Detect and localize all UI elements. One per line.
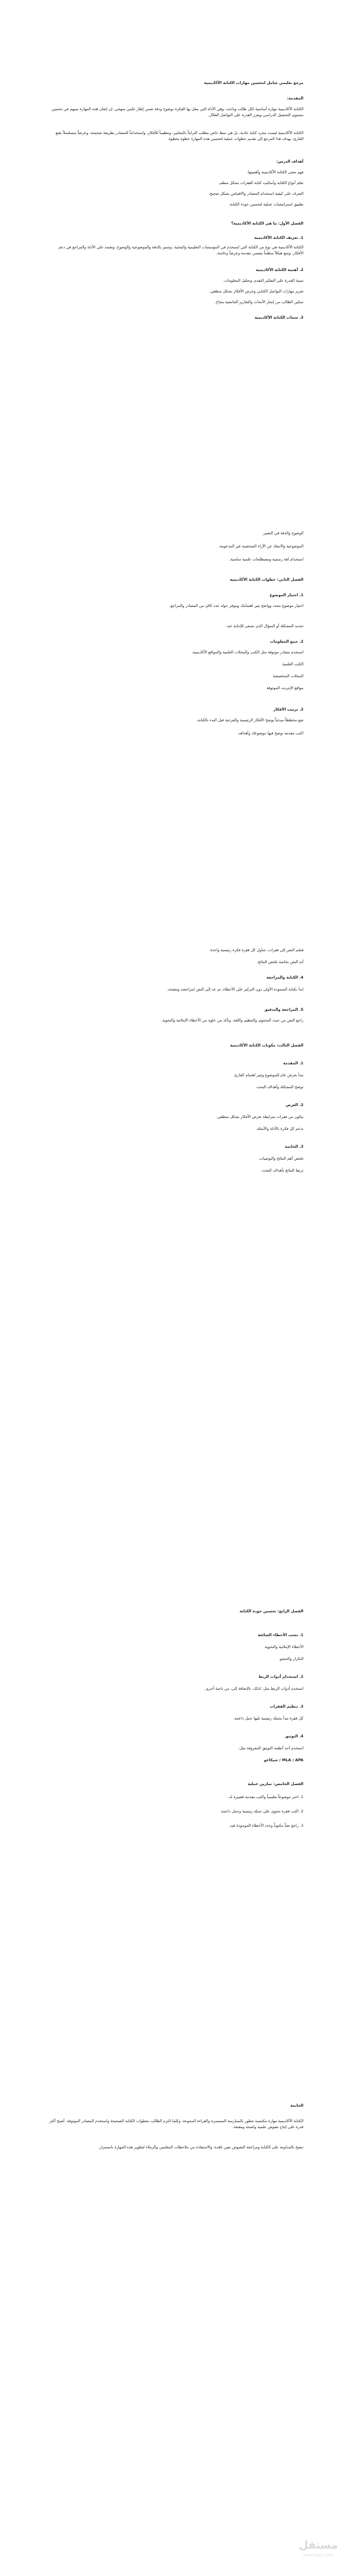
section-3-paragraph-2: أنهِ النص بخاتمة تلخص النتائج. <box>256 960 303 964</box>
trait-item: الوضوح والدقة في التعبير. <box>262 531 303 535</box>
section-3-paragraph-3: ابدأ بكتابة المسودة الأولى دون التركيز على الأخطاء، ثم عد إلى النص لمراجعته وتنقيحه. <box>167 987 303 992</box>
section-2-sub-3: 3. ترتيب الأفكار <box>273 707 303 712</box>
section-3-paragraph-4: راجع النص من حيث المحتوى والتنظيم واللغة، وتأكد من خلوه من الأخطاء الإملائية والنحوية. <box>161 1018 303 1023</box>
closing-paragraph-1: الكتابة الأكاديمية مهارة مكتسبة تتطور بالممارسة المستمرة والقراءة المتنوعة، وكلما التزم الطالب بخطوات الكتابة الصحيحة واستخدم المصادر الموثوقة، أصبح أكثر قدرة على إنتاج نصوص علمية واضحة ومقنعة. <box>49 2119 303 2129</box>
trait-item: استخدام لغة رسمية ومصطلحات علمية مناسبة. <box>229 557 303 562</box>
source-item: المجلات المتخصصة <box>272 674 303 678</box>
section-4-heading: الفصل الثالث: مكونات الكتابة الأكاديمية <box>230 1043 303 1048</box>
section-4-paragraph-1: تبدأ بعرض عام للموضوع وتثير اهتمام القارئ. <box>233 1073 303 1077</box>
section-5-paragraph-1: الأخطاء الإملائية والنحوية. <box>264 1644 303 1649</box>
importance-item: تنمية القدرة على التفكير النقدي وتحليل المعلومات. <box>223 278 303 283</box>
source-item: الكتب العلمية <box>282 662 303 666</box>
section-5-paragraph-2: التكرار والحشو. <box>278 1656 303 1661</box>
section-4-paragraph-2: توضح المشكلة وأهداف البحث. <box>255 1085 303 1089</box>
citation-styles: MLA / APA / شيكاغو <box>264 1758 303 1762</box>
section-3-paragraph-1: قسّم النص إلى فقرات، تتناول كل فقرة فكرة رئيسية واحدة. <box>209 948 303 952</box>
section-5-paragraph-3: استخدم أدوات الربط مثل: لذلك، بالإضافة إلى، من ناحية أخرى. <box>204 1686 303 1691</box>
section-1-sub-3: 3. سمات الكتابة الأكاديمية <box>254 315 303 320</box>
document-title: مرجع تعليمي شامل لتحسين مهارات الكتابة الأكاديمية <box>203 80 303 85</box>
watermark-logo <box>295 2539 342 2563</box>
section-5-paragraph-4: كل فقرة تبدأ بجملة رئيسية تليها جمل داعمة. <box>233 1716 303 1721</box>
section-2-paragraph-5: اكتب مقدمة توضح فيها موضوعك وأهدافه. <box>237 731 303 736</box>
intro-heading: المقدمة: <box>287 96 303 101</box>
exercise-item: 3. راجع نصاً مكتوباً وحدد الأخطاء الموجودة فيه. <box>228 1823 303 1828</box>
goal-item: تطبيق استراتيجيات عملية لتحسين جودة الكتابة. <box>228 202 303 207</box>
section-2-sub-1: 1. اختيار الموضوع <box>270 593 303 597</box>
source-item: مواقع الإنترنت الموثوقة <box>266 686 303 690</box>
section-4-sub-2: 2. العرض <box>286 1102 303 1107</box>
goals-heading: أهداف الدرس: <box>276 159 303 164</box>
section-2-paragraph-4: ضع مخططاً مبدئياً يوضح الأفكار الرئيسية والفرعية قبل البدء بالكتابة. <box>196 718 303 722</box>
section-4-paragraph-4: تدعم كل فكرة بالأدلة والأمثلة. <box>256 1126 303 1131</box>
section-2-paragraph-2: تحديد المشكلة أو السؤال الذي تسعى للإجابة عنه. <box>225 624 303 628</box>
section-3-sub-2: 5. المراجعة والتدقيق <box>264 1007 303 1012</box>
closing-heading: الخاتمة <box>290 2103 303 2108</box>
section-2-heading: الفصل الثاني: خطوات الكتابة الأكاديمية <box>230 577 303 582</box>
section-5-sub-1: 1. تجنب الأخطاء الشائعة <box>258 1633 303 1637</box>
section-1-heading: الفصل الأول: ما هي الكتابة الأكاديمية؟ <box>231 221 303 226</box>
section-3-sub-1: 4. الكتابة والمراجعة <box>266 975 303 980</box>
watermark-logo-text: مستقل <box>299 2539 338 2552</box>
section-4-paragraph-3: يتكون من فقرات مترابطة تعرض الأفكار بشكل منطقي. <box>216 1114 303 1119</box>
section-5-sub-2: 2. استخدام أدوات الربط <box>258 1674 303 1679</box>
intro-paragraph-1: الكتابة الأكاديمية مهارة أساسية لكل طالب وباحث، وهي الأداة التي ينقل بها الفكرة بوضوح ودقة ضمن إطار علمي منهجي. إن إتقان هذه المهارة يسهم في تحسين مستوى التحصيل الدراسي ويعزز القدرة على التواصل الفعّال. <box>51 107 303 117</box>
goal-item: فهم معنى الكتابة الأكاديمية وأهميتها. <box>246 170 303 175</box>
section-5-heading: الفصل الرابع: تحسين جودة الكتابة <box>239 1609 303 1613</box>
section-2-sub-2: 2. جمع المعلومات <box>270 639 303 644</box>
section-1-paragraph: الكتابة الأكاديمية هي نوع من الكتابة التي تُستخدم في المؤسسات التعليمية والبحثية، وتتميز بالدقة والموضوعية والوضوح، وتعتمد على الأدلة والمراجع في دعم الأفكار، وتتبع هيكلاً منظماً يتضمن مقدمة وعرضاً وخاتمة. <box>58 245 303 256</box>
section-4-sub-3: 3. الخاتمة <box>284 1144 303 1149</box>
closing-paragraph-2: ننصح بالمداومة على الكتابة ومراجعة النصوص بعين ناقدة، والاستفادة من ملاحظات المعلمين والزملاء لتطوير هذه المهارة باستمرار. <box>98 2145 303 2150</box>
trait-item: الموضوعية والابتعاد عن الآراء الشخصية غير المدعومة. <box>218 544 303 549</box>
intro-paragraph-2: الكتابة الأكاديمية ليست مجرد كتابة عادية، بل هي نمط خاص يتطلب التزاماً بالمعايير، وتنظيماً للأفكار، واستخداماً للمصادر بطريقة صحيحة، وعرضاً متسلسلاً يقنع القارئ. يهدف هذا المرجع إلى تقديم خطوات عملية لتحسين هذه المهارة خطوة بخطوة. <box>55 130 303 141</box>
exercise-item: 1. اختر موضوعاً تعليمياً واكتب مقدمة قصيرة له. <box>228 1795 303 1799</box>
section-2-paragraph-3: استخدم مصادر موثوقة مثل الكتب والمجلات العلمية والمواقع الأكاديمية. <box>191 650 303 655</box>
section-1-sub-1: 1. تعريف الكتابة الأكاديمية <box>254 235 303 240</box>
importance-item: تمكين الطالب من إنجاز الأبحاث والتقارير الجامعية بنجاح. <box>214 300 303 304</box>
section-5-sub-3: 3. تنظيم الفقرات <box>270 1704 303 1709</box>
section-4-sub-1: 1. المقدمة <box>283 1061 303 1066</box>
section-4-paragraph-6: تربط النتائج بأهداف البحث. <box>261 1168 303 1173</box>
goal-item: التعرف على كيفية استخدام المصادر والاقتباس بشكل صحيح. <box>208 191 303 196</box>
importance-item: تعزيز مهارات التواصل الكتابي وعرض الأفكار بشكل منطقي. <box>209 289 303 294</box>
goal-item: تعلم أنواع الكتابة وأساليب كتابة الفقرات بشكل منظم. <box>218 180 303 185</box>
exercise-item: 2. اكتب فقرة تحتوي على جملة رئيسية وجمل داعمة. <box>220 1809 303 1814</box>
section-5-paragraph-5: استخدم أحد أنظمة التوثيق المعروفة مثل: <box>238 1746 303 1750</box>
watermark-url-text: mostaql.com <box>303 2553 334 2558</box>
section-5-sub-4: 4. التوثيق <box>284 1734 303 1739</box>
section-1-sub-2: 2. أهمية الكتابة الأكاديمية <box>255 267 303 272</box>
section-2-paragraph-1: اختيار موضوع محدد وواضح يثير اهتمامك ويتوفر حوله عدد كافٍ من المصادر والمراجع. <box>169 603 303 608</box>
section-4-paragraph-5: تلخص أهم النتائج والتوصيات. <box>258 1156 303 1161</box>
section-6-heading: الفصل الخامس: تمارين عملية <box>248 1781 303 1786</box>
